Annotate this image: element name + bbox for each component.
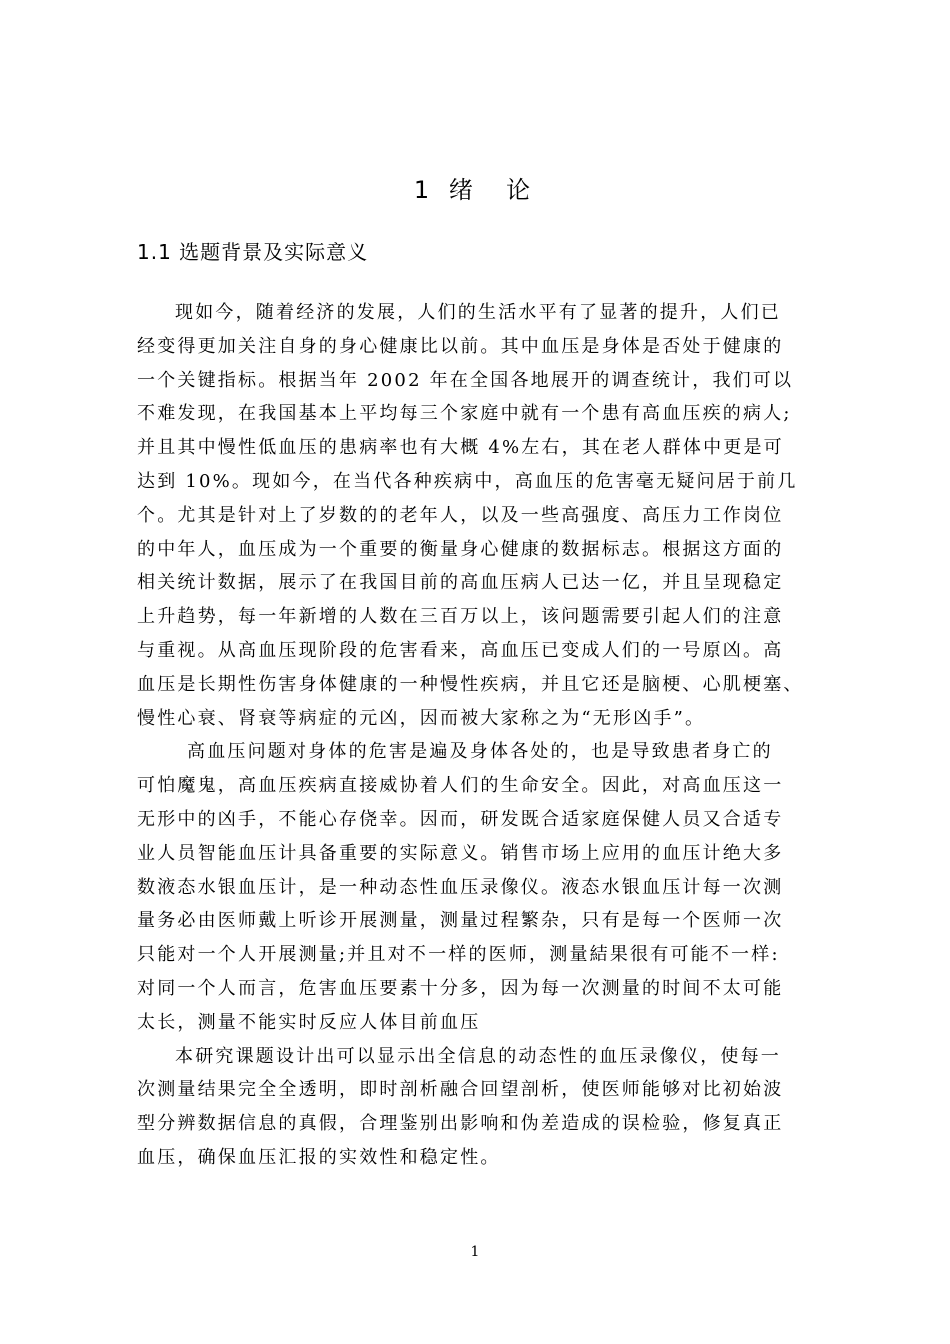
text-line: 数液态水银血压计，是一种动态性血压录像仪。液态水银血压计每一次测: [137, 876, 784, 898]
text-line: 一个关键指标。根据当年 2002 年在全国各地展开的调查统计，我们可以: [137, 369, 794, 391]
paragraph-3: [137, 1040, 837, 1175]
text-line: 可怕魔鬼，高血压疾病直接威协着人们的生命安全。因此，对高血压这一: [137, 775, 784, 797]
paragraph-1: [137, 296, 837, 735]
text-line: 慢性心衰、肾衰等病症的元凶，因而被大家称之为“无形凶手”。: [137, 707, 706, 729]
text-line: 并且其中慢性低血压的患病率也有大概 4%左右，其在老人群体中更是可: [137, 437, 784, 459]
body-text: [137, 296, 837, 1175]
text-line: 本研究课题设计出可以显示出全信息的动态性的血压录像仪，使每一: [175, 1045, 781, 1067]
text-line: 现如今，随着经济的发展，人们的生活水平有了显著的提升，人们已: [175, 302, 781, 323]
text-line: 高血压问题对身体的危害是遍及身体各处的，也是导致患者身亡的: [187, 741, 773, 763]
text-line: 与重视。从高血压现阶段的危害看来，高血压已变成人们的一号原凶。高: [137, 639, 784, 661]
text-line: 血压是长期性伤害身体健康的一种慢性疾病，并且它还是脑梗、心肌梗塞、: [137, 673, 804, 695]
text-line: 太长，测量不能实时反应人体目前血压: [137, 1011, 481, 1033]
text-line: 个。尤其是针对上了岁数的的老年人，以及一些高强度、高压力工作岗位: [137, 504, 784, 526]
section-heading: 1.1 选题背景及实际意义: [137, 240, 369, 264]
text-line: 血压，确保血压汇报的实效性和稳定性。: [137, 1146, 501, 1168]
text-line: 上升趋势，每一年新增的人数在三百万以上，该问题需要引起人们的注意: [137, 606, 784, 628]
text-line: 次测量结果完全全透明，即时剖析融合回望剖析，使医师能够对比初始波: [137, 1079, 784, 1101]
text-line: 无形中的凶手，不能心存侥幸。因而，研发既合适家庭保健人员又合适专: [137, 808, 784, 830]
text-line: 相关统计数据，展示了在我国目前的高血压病人已达一亿，并且呈现稳定: [137, 572, 784, 594]
text-line: 的中年人，血压成为一个重要的衡量身心健康的数据标志。根据这方面的: [137, 538, 784, 560]
text-line: 对同一个人而言，危害血压要素十分多，因为每一次测量的时间不太可能: [137, 977, 784, 999]
text-line: 经变得更加关注自身的身心健康比以前。其中血压是身体是否处于健康的: [137, 335, 784, 357]
chapter-title: 1 绪 论: [413, 176, 537, 204]
paragraph-2: [137, 735, 837, 1039]
text-line: 不难发现，在我国基本上平均每三个家庭中就有一个患有高血压疾的病人;: [137, 403, 792, 425]
text-line: 达到 10%。现如今，在当代各种疾病中，高血压的危害毫无疑问居于前几: [137, 470, 798, 492]
text-line: 型分辨数据信息的真假，合理鉴别出影响和伪差造成的误检验，修复真正: [137, 1113, 784, 1135]
text-line: 业人员智能血压计具备重要的实际意义。销售市场上应用的血压计绝大多: [137, 842, 784, 864]
text-line: 只能对一个人开展测量;并且对不一样的医师，测量結果很有可能不一样:: [137, 944, 780, 966]
page-number: 1: [470, 1244, 480, 1260]
text-line: 量务必由医师戴上听诊开展测量，测量过程繁杂，只有是每一个医师一次: [137, 910, 784, 932]
